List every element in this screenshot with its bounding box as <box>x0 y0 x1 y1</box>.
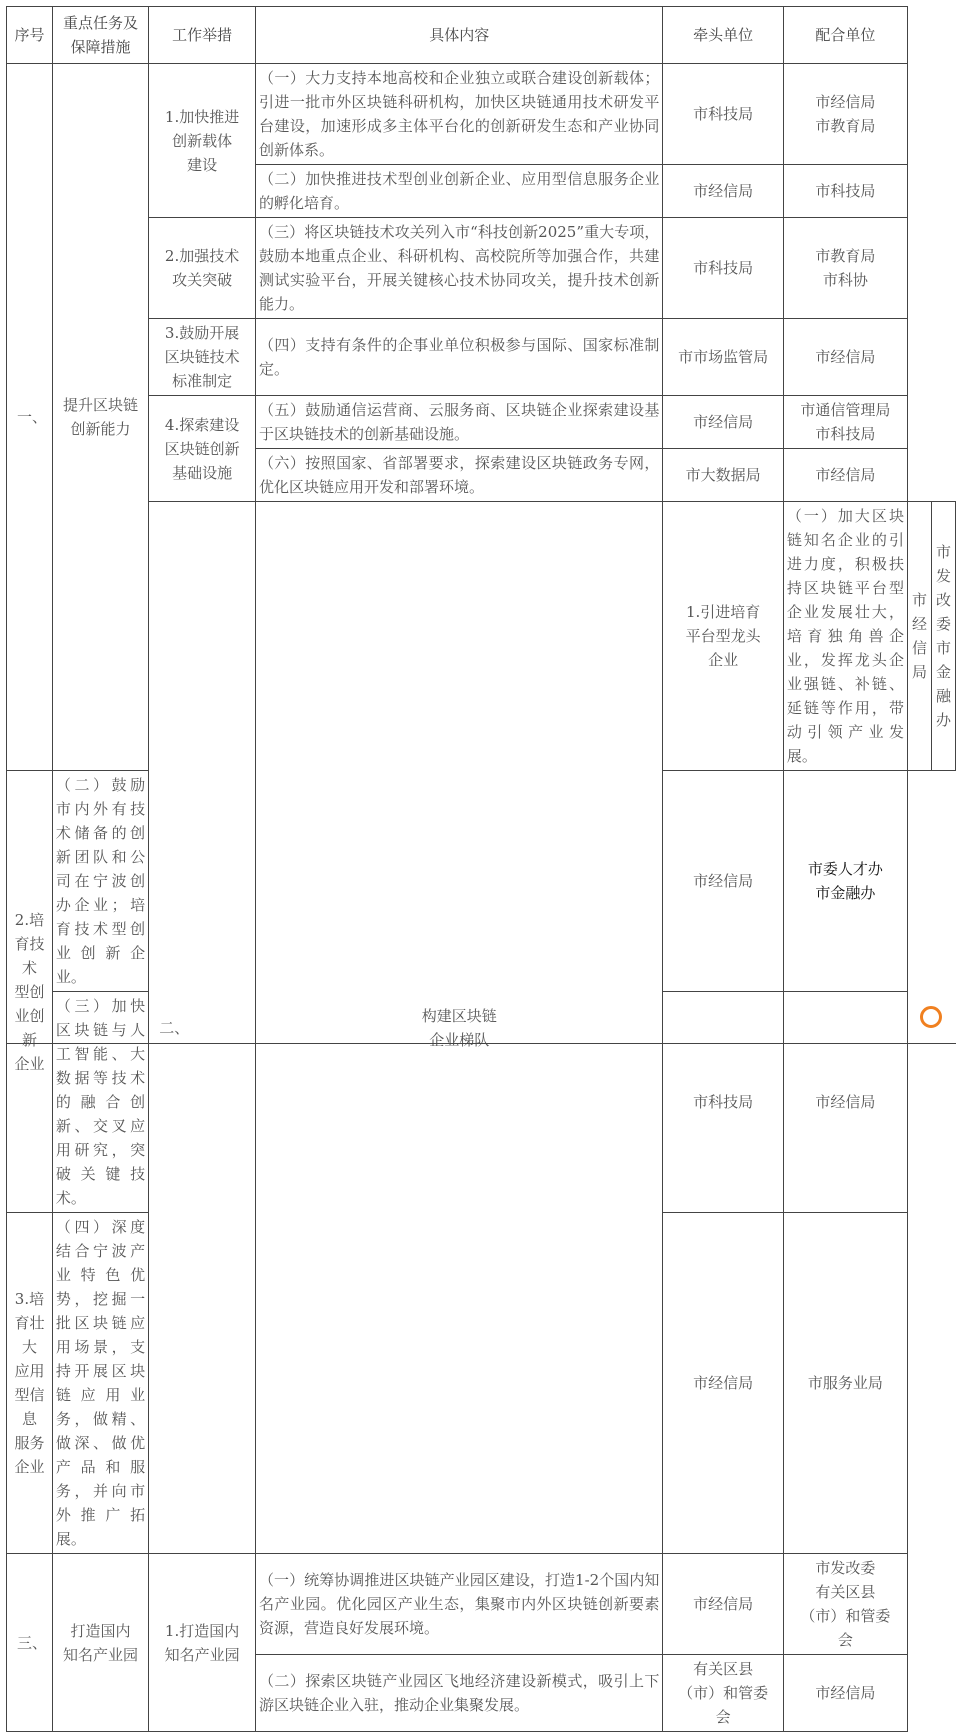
measure-cell: 4.探索建设 区块链创新 基础设施 <box>149 396 256 502</box>
loading-ring-icon <box>920 1006 942 1028</box>
section-task: 构建区块链 企业梯队 <box>255 502 662 1554</box>
table-row <box>7 218 956 319</box>
support-cell: 市通信管理局 市科技局 <box>783 396 907 449</box>
content-cell: （一）加大区块链知名企业的引进力度，积极扶持区块链平台型企业发展壮大，培育独角兽企业，发挥龙头企业强链、补链、延链等作用，带动引领产业发展。 <box>783 502 907 771</box>
support-cell: 市教育局 市科协 <box>783 218 907 319</box>
section-number: 一、 <box>7 64 53 771</box>
header-task: 重点任务及 保障措施 <box>52 7 148 64</box>
content-cell: （三）将区块链技术攻关列入市“科技创新2025”重大专项，鼓励本地重点企业、科研机构、高校院所等加强合作，共建测试实验平台，开展关键核心技术协同攻关，提升技术创新能力。 <box>255 218 662 319</box>
support-cell: 市经信局 <box>783 992 907 1213</box>
lead-cell: 市经信局 <box>907 502 931 771</box>
table-row <box>7 1554 956 1655</box>
section-number: 二、 <box>149 502 256 1554</box>
support-cell: 市委人才办 市金融办 <box>783 771 907 992</box>
lead-cell: 有关区县 （市）和管委 会 <box>663 1655 783 1732</box>
content-cell: （三）加快区块链与人工智能、大数据等技术的融合创新、交叉应用研究，突破关键技术。 <box>52 992 148 1213</box>
table-continuation-line <box>6 1043 956 1049</box>
section-task: 打造国内 知名产业园 <box>52 1554 148 1732</box>
table-row <box>7 64 956 165</box>
lead-cell: 市科技局 <box>663 992 783 1213</box>
support-cell: 市经信局 <box>783 449 907 502</box>
table-row <box>7 319 956 396</box>
header-measure: 工作举措 <box>149 7 256 64</box>
table-row <box>7 502 956 771</box>
measure-cell: 1.打造国内 知名产业园 <box>149 1554 256 1732</box>
content-cell: （四）支持有条件的企事业单位积极参与国际、国家标准制定。 <box>255 319 662 396</box>
lead-cell: 市经信局 <box>663 771 783 992</box>
lead-cell: 市经信局 <box>663 1554 783 1655</box>
content-cell: （六）按照国家、省部署要求，探索建设区块链政务专网，优化区块链应用开发和部署环境。 <box>255 449 662 502</box>
header-number: 序号 <box>7 7 53 64</box>
lead-cell: 市经信局 <box>663 165 783 218</box>
header-lead: 牵头单位 <box>663 7 783 64</box>
content-cell: （二）探索区块链产业园区飞地经济建设新模式，吸引上下游区块链企业入驻，推动企业集聚发展。 <box>255 1655 662 1732</box>
measure-cell: 3.培育壮大 应用型信息 服务企业 <box>7 1213 53 1554</box>
support-cell: 市服务业局 <box>783 1213 907 1554</box>
section-task: 提升区块链 创新能力 <box>52 64 148 771</box>
content-cell: （五）鼓励通信运营商、云服务商、区块链企业探索建设基于区块链技术的创新基础设施。 <box>255 396 662 449</box>
measure-cell: 2.加强技术 攻关突破 <box>149 218 256 319</box>
lead-cell: 市科技局 <box>663 218 783 319</box>
task-table <box>6 6 956 1732</box>
section-number: 三、 <box>7 1554 53 1732</box>
support-cell: 市经信局 市教育局 <box>783 64 907 165</box>
measure-cell: 3.鼓励开展 区块链技术 标准制定 <box>149 319 256 396</box>
header-support: 配合单位 <box>783 7 907 64</box>
lead-cell: 市经信局 <box>663 396 783 449</box>
content-cell: （一）统筹协调推进区块链产业园区建设，打造1-2个国内知名产业园。优化园区产业生态，集聚市内外区块链创新要素资源，营造良好发展环境。 <box>255 1554 662 1655</box>
lead-cell: 市市场监管局 <box>663 319 783 396</box>
support-cell: 市发改委 有关区县 （市）和管委 会 <box>783 1554 907 1655</box>
header-row <box>7 7 956 64</box>
content-cell: （二）鼓励市内外有技术储备的创新团队和公司在宁波创办企业；培育技术型创业创新企业。 <box>52 771 148 992</box>
measure-cell: 1.引进培育 平台型龙头 企业 <box>663 502 783 771</box>
header-content: 具体内容 <box>255 7 662 64</box>
support-cell: 市科技局 <box>783 165 907 218</box>
measure-cell: 2.培育技术 型创业创新 企业 <box>7 771 53 1213</box>
content-cell: （一）大力支持本地高校和企业独立或联合建设创新载体；引进一批市外区块链科研机构，加快区块链通用技术研发平台建设，加速形成多主体平台化的创新研发生态和产业协同创新体系。 <box>255 64 662 165</box>
support-cell: 市经信局 <box>783 319 907 396</box>
table-row <box>7 396 956 449</box>
support-cell: 市发改委 市金融办 <box>931 502 955 771</box>
content-cell: （二）加快推进技术型创业创新企业、应用型信息服务企业的孵化培育。 <box>255 165 662 218</box>
measure-cell: 1.加快推进 创新载体 建设 <box>149 64 256 218</box>
support-cell: 市经信局 <box>783 1655 907 1732</box>
lead-cell: 市经信局 <box>663 1213 783 1554</box>
content-cell: （四）深度结合宁波产业特色优势，挖掘一批区块链应用场景，支持开展区块链应用业务，做精、做深、做优产品和服务，并向市外推广拓展。 <box>52 1213 148 1554</box>
lead-cell: 市科技局 <box>663 64 783 165</box>
lead-cell: 市大数据局 <box>663 449 783 502</box>
